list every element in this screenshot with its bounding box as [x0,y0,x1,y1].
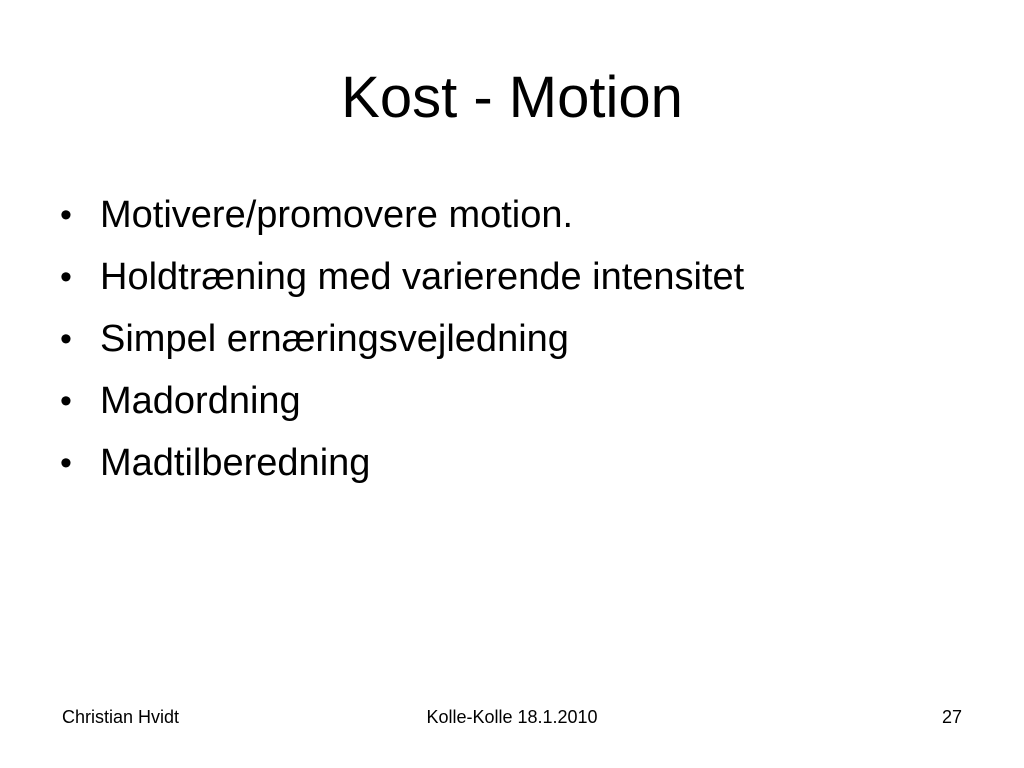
footer-event: Kolle-Kolle 18.1.2010 [426,707,598,727]
bullet-icon: • [60,196,72,234]
bullet-text: Madordning [100,380,301,422]
footer-author: Christian Hvidt [62,707,180,727]
bullet-icon: • [60,382,72,420]
slide-title: Kost - Motion [341,65,683,130]
bullet-text: Holdtræning med varierende intensitet [100,256,745,298]
bullet-text: Simpel ernæringsvejledning [100,318,569,360]
bullet-text: Motivere/promovere motion. [100,194,574,236]
page-number: 27 [941,707,962,727]
bullet-icon: • [60,258,72,296]
bullet-icon: • [60,320,72,358]
bullet-icon: • [60,444,72,482]
bullet-text: Madtilberedning [100,442,371,484]
